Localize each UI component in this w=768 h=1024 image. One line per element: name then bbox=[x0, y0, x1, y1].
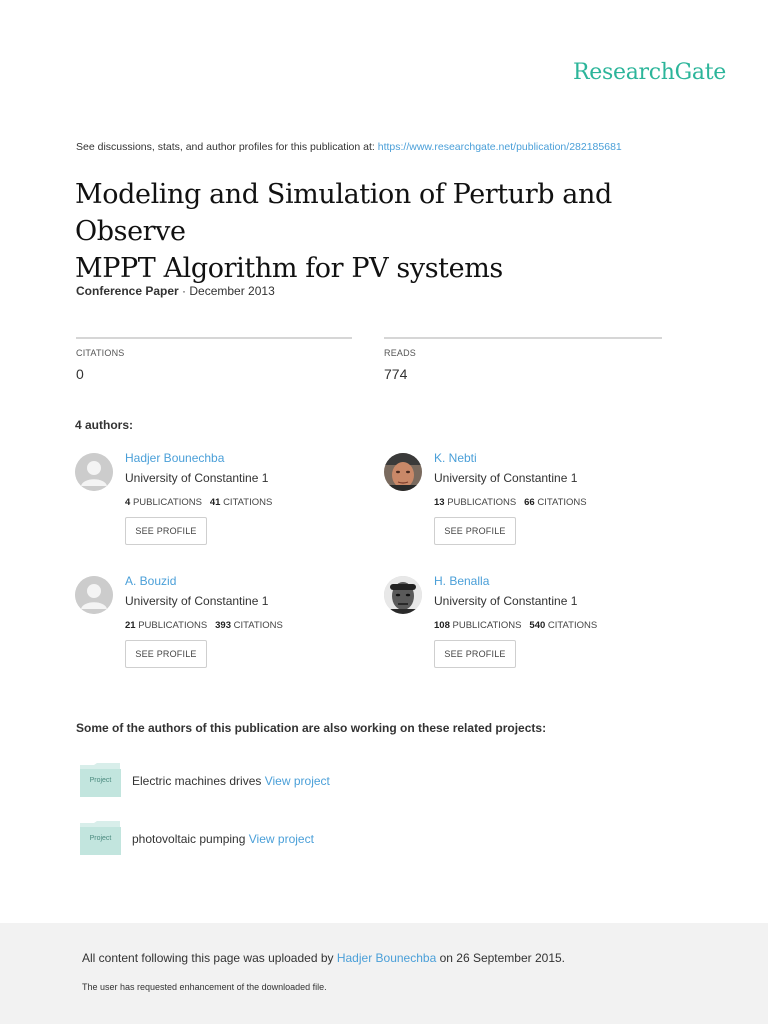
discussion-text: See discussions, stats, and author profiles for this publication at: bbox=[76, 141, 378, 153]
author-photo[interactable] bbox=[384, 453, 422, 491]
author-card bbox=[384, 576, 684, 696]
author-card bbox=[384, 453, 684, 573]
publications-label: PUBLICATIONS bbox=[452, 620, 522, 631]
citations-count: 66 bbox=[524, 497, 535, 508]
publications-count: 4 bbox=[125, 497, 131, 508]
author-institution: University of Constantine 1 bbox=[125, 594, 269, 608]
author-photo[interactable] bbox=[384, 576, 422, 614]
discussion-line bbox=[76, 141, 622, 153]
author-institution: University of Constantine 1 bbox=[125, 471, 269, 485]
author-institution: University of Constantine 1 bbox=[434, 594, 578, 608]
researchgate-logo[interactable]: ResearchGate bbox=[573, 60, 726, 85]
paper-date: · December 2013 bbox=[178, 284, 275, 298]
authors-heading: 4 authors: bbox=[75, 418, 134, 432]
paper-type: Conference Paper bbox=[76, 284, 179, 298]
reads-value: 774 bbox=[384, 366, 408, 382]
project-line bbox=[132, 774, 330, 788]
default-avatar-icon[interactable] bbox=[75, 576, 113, 614]
author-stats bbox=[434, 497, 587, 508]
publications-label: PUBLICATIONS bbox=[447, 497, 517, 508]
publications-count: 13 bbox=[434, 497, 445, 508]
citations-count: 393 bbox=[215, 620, 231, 631]
project-item bbox=[80, 821, 580, 857]
paper-meta bbox=[76, 284, 275, 298]
citations-label: CITATIONS bbox=[537, 497, 587, 508]
default-avatar-icon[interactable] bbox=[75, 453, 113, 491]
publications-label: PUBLICATIONS bbox=[138, 620, 208, 631]
citations-label: CITATIONS bbox=[547, 620, 598, 631]
see-profile-button[interactable]: SEE PROFILE bbox=[434, 517, 516, 545]
author-name[interactable]: K. Nebti bbox=[434, 451, 477, 465]
author-card bbox=[75, 453, 375, 573]
upload-notice bbox=[82, 951, 565, 965]
author-name[interactable]: Hadjer Bounechba bbox=[125, 451, 225, 465]
title-line-2: MPPT Algorithm for PV systems bbox=[75, 253, 503, 284]
projects-heading: Some of the authors of this publication are also working on these related projects: bbox=[76, 721, 547, 735]
author-stats bbox=[434, 620, 597, 631]
author-name[interactable]: H. Benalla bbox=[434, 574, 490, 588]
project-folder-icon bbox=[80, 821, 120, 855]
citations-label: CITATIONS bbox=[223, 497, 273, 508]
footer-panel bbox=[0, 923, 768, 1024]
project-item bbox=[80, 763, 580, 799]
enhancement-note: The user has requested enhancement of the downloaded file. bbox=[82, 982, 327, 992]
author-name[interactable]: A. Bouzid bbox=[125, 574, 177, 588]
citations-label: CITATIONS bbox=[76, 348, 125, 358]
author-card bbox=[75, 576, 375, 696]
citations-label: CITATIONS bbox=[233, 620, 283, 631]
publications-label: PUBLICATIONS bbox=[132, 497, 202, 508]
upload-suffix: on 26 September 2015. bbox=[436, 951, 566, 965]
project-line bbox=[132, 832, 314, 846]
title-line-1: Modeling and Simulation of Perturb and Observe bbox=[75, 179, 612, 247]
project-icon-label: Project bbox=[89, 835, 112, 842]
publication-link[interactable]: https://www.researchgate.net/publication/282185681 bbox=[377, 141, 622, 153]
publications-count: 108 bbox=[434, 620, 450, 631]
project-folder-icon bbox=[80, 763, 120, 797]
paper-title bbox=[75, 176, 715, 287]
project-name: Electric machines drives bbox=[132, 774, 262, 788]
project-name: photovoltaic pumping bbox=[132, 832, 246, 846]
see-profile-button[interactable]: SEE PROFILE bbox=[434, 640, 516, 668]
author-institution: University of Constantine 1 bbox=[434, 471, 578, 485]
project-icon-label: Project bbox=[89, 777, 112, 784]
see-profile-button[interactable]: SEE PROFILE bbox=[125, 640, 207, 668]
view-project-link[interactable]: View project bbox=[248, 832, 314, 846]
citations-rule bbox=[76, 337, 352, 339]
citations-count: 41 bbox=[209, 497, 221, 508]
author-stats bbox=[125, 497, 272, 508]
citations-count: 540 bbox=[529, 620, 546, 631]
publications-count: 21 bbox=[125, 620, 136, 631]
reads-label: READS bbox=[384, 348, 417, 358]
upload-prefix: All content following this page was uploaded by bbox=[82, 951, 337, 965]
author-stats bbox=[125, 620, 283, 631]
citations-value: 0 bbox=[76, 366, 84, 382]
see-profile-button[interactable]: SEE PROFILE bbox=[125, 517, 207, 545]
reads-rule bbox=[384, 337, 662, 339]
uploader-link[interactable]: Hadjer Bounechba bbox=[336, 951, 437, 965]
view-project-link[interactable]: View project bbox=[264, 774, 330, 788]
